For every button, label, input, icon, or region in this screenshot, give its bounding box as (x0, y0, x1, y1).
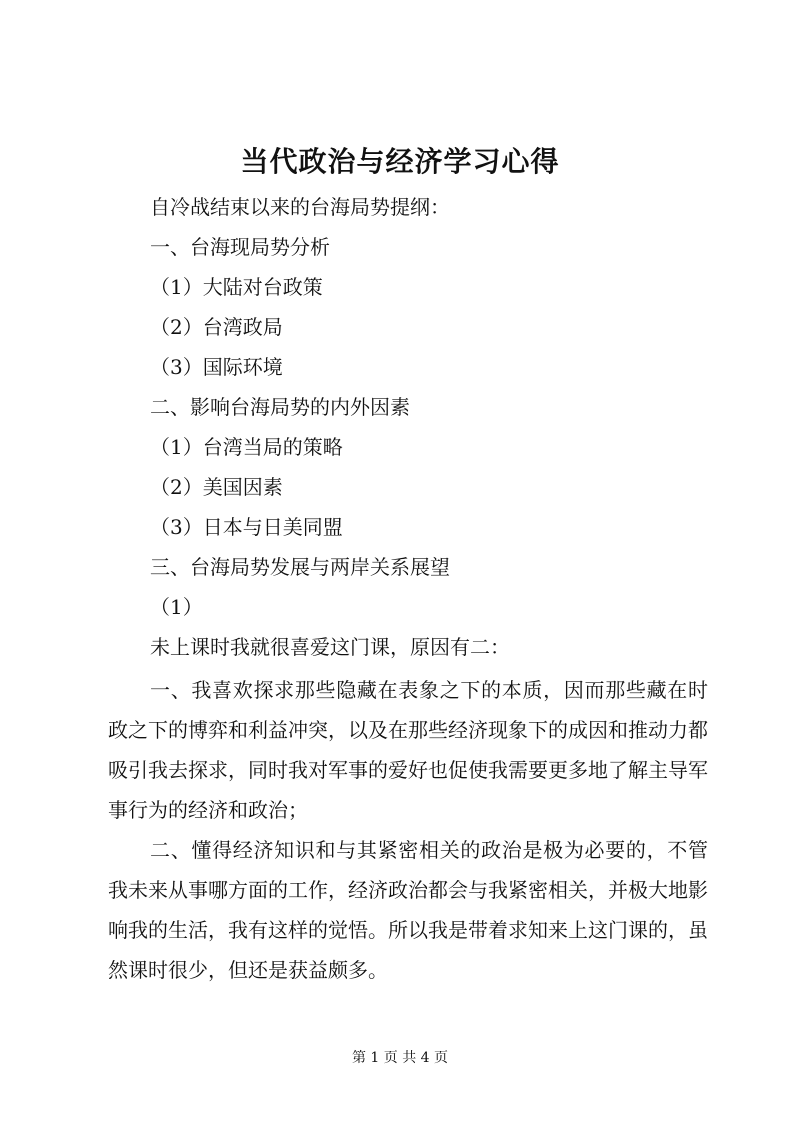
outline-line: （3）国际环境 (150, 355, 283, 379)
body-paragraph: 二、懂得经济知识和与其紧密相关的政治是极为必要的，不管我未来从事哪方面的工作，经济政治都会与我紧密相关，并极大地影响我的生活，我有这样的觉悟。所以我是带着求知来上这门课的，虽然课时很少，但还是获益颇多。 (108, 838, 708, 982)
body-paragraph: 一、我喜欢探求那些隐藏在表象之下的本质，因而那些藏在时政之下的博弈和利益冲突，以及在那些经济现象下的成因和推动力都吸引我去探求，同时我对军事的爱好也促使我需要更多地了解主导军事行为的经济和政治； (108, 678, 708, 822)
outline-line: 自冷战结束以来的台海局势提纲： (150, 195, 450, 219)
outline-line: （1） (150, 595, 203, 619)
outline-line: （2）台湾政局 (150, 315, 283, 339)
page-footer: 第 1 页 共 4 页 (351, 1050, 449, 1066)
outline-line: 三、台海局势发展与两岸关系展望 (150, 555, 450, 579)
outline-line: 未上课时我就很喜爱这门课，原因有二： (150, 635, 510, 659)
outline-line: 一、台海现局势分析 (150, 235, 330, 259)
document-title: 当代政治与经济学习心得 (240, 145, 560, 178)
outline-line: （3）日本与日美同盟 (150, 515, 343, 539)
outline-line: 二、影响台海局势的内外因素 (150, 395, 410, 419)
outline-line: （1）台湾当局的策略 (150, 435, 343, 459)
outline-line: （1）大陆对台政策 (150, 275, 323, 299)
outline-line: （2）美国因素 (150, 475, 283, 499)
